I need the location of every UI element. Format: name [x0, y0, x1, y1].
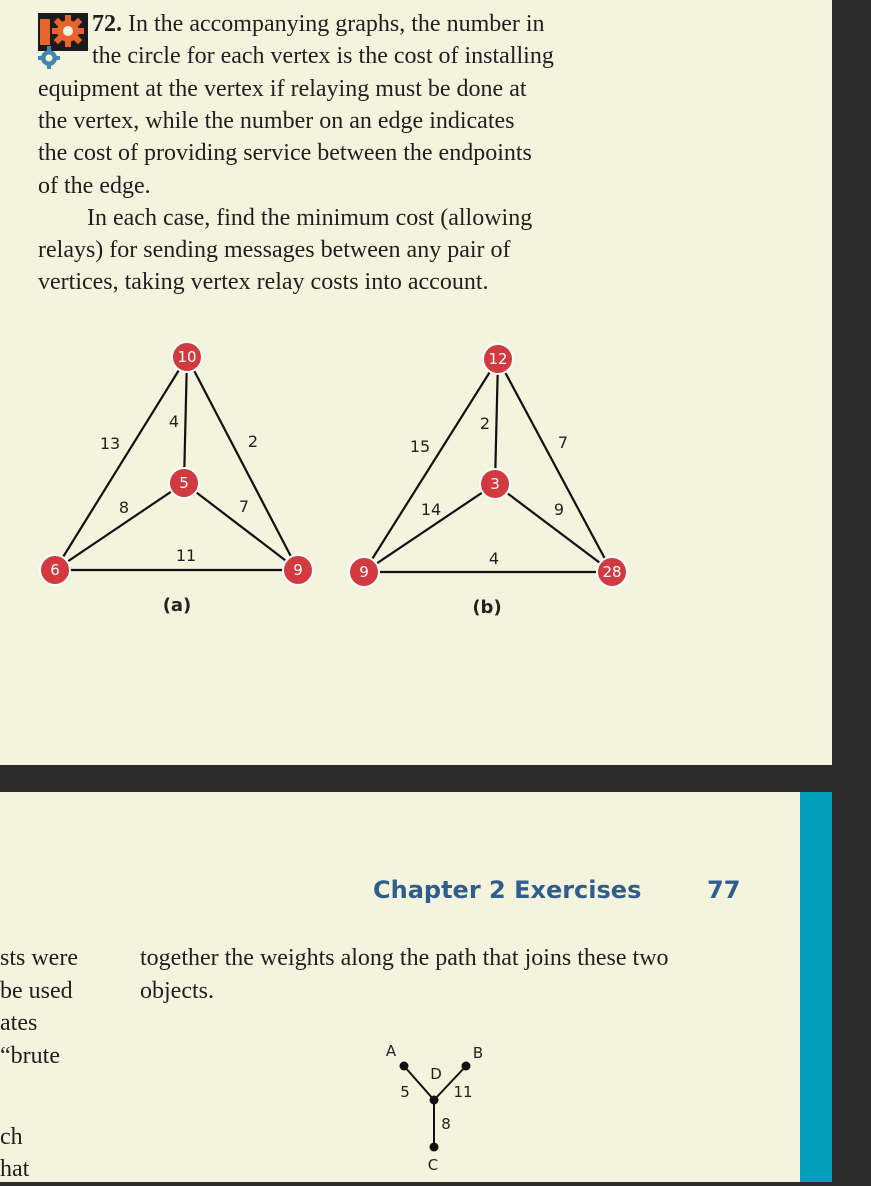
tree-label: A [385, 1042, 397, 1060]
tree-node [430, 1096, 439, 1105]
graph-b-edge [364, 484, 495, 572]
graph-a-vertex-label: 9 [293, 561, 303, 579]
graph-b-edge-label: 14 [420, 500, 442, 519]
teal-edge-strip [800, 792, 832, 1182]
graph-b-vertex-label: 28 [602, 563, 622, 581]
left-fragment: ch [0, 1124, 23, 1150]
problem-line: the vertex, while the number on an edge indicates [38, 108, 515, 134]
problem-line: the circle for each vertex is the cost of installing [92, 43, 554, 69]
graph-b-edge-label: 7 [557, 433, 569, 452]
bottom-page [0, 792, 800, 1182]
graph-b-vertex-label: 9 [359, 563, 369, 581]
tree-figure [0, 792, 800, 1182]
tree-label: B [472, 1044, 484, 1062]
tree-edge-label: 5 [400, 1083, 410, 1101]
tree-edge-label: 11 [453, 1083, 473, 1101]
graph-a-edge [55, 357, 187, 570]
graph-b-edge [495, 484, 612, 572]
graph-a-edge-label: 13 [99, 434, 121, 453]
graph-a-vertex-label: 10 [177, 348, 197, 366]
graph-b-edge-label: 9 [553, 500, 565, 519]
graph-b-edge-label: 2 [479, 414, 491, 433]
left-fragment: ates [0, 1010, 38, 1036]
body-line: objects. [140, 978, 214, 1004]
graph-a-edge-label: 2 [247, 432, 259, 451]
graph-a-edge [184, 357, 187, 483]
graph-b-edge [495, 359, 498, 484]
left-fragment: be used [0, 978, 73, 1004]
graph-b-vertex-label: 3 [490, 475, 500, 493]
graph-b-caption: (b) [472, 597, 502, 618]
problem-line: In each case, find the minimum cost (allowing [87, 205, 533, 231]
graph-b-edge [364, 359, 498, 572]
body-line: together the weights along the path that joins these two [140, 945, 669, 971]
running-head: Chapter 2 Exercises [373, 876, 642, 904]
tree-node [430, 1143, 439, 1152]
left-fragment: hat [0, 1156, 30, 1182]
graph-a-edge-label: 4 [168, 412, 180, 431]
left-fragment: sts were [0, 945, 78, 971]
tree-node [462, 1062, 471, 1071]
graph-a-edge-label: 8 [118, 498, 130, 517]
problem-line: vertices, taking vertex relay costs into account. [38, 269, 489, 295]
page-number: 77 [707, 876, 741, 904]
graph-a [55, 357, 298, 570]
graph-b-edge [498, 359, 612, 572]
graph-a-vertex-label: 6 [50, 561, 60, 579]
problem-line: equipment at the vertex if relaying must be done at [38, 76, 527, 102]
problem-number: 72. [92, 11, 122, 37]
graph-b-edge-label: 15 [409, 437, 431, 456]
graph-a-vertex-label: 5 [179, 474, 189, 492]
tree-edge-label: 8 [441, 1115, 451, 1133]
graph-a-edge-label: 7 [238, 497, 250, 516]
graph-a-edge-label: 11 [175, 546, 197, 565]
graph-a-edge [55, 483, 184, 570]
tree-node [400, 1062, 409, 1071]
graph-a-caption: (a) [162, 595, 192, 616]
problem-line: the cost of providing service between the endpoints [38, 140, 532, 166]
graph-b-vertex-label: 12 [488, 350, 508, 368]
left-fragment: “brute [0, 1043, 60, 1069]
problem-line: relays) for sending messages between any pair of [38, 237, 511, 263]
problem-line: 72. In the accompanying graphs, the number in [92, 11, 545, 37]
problem-line: of the edge. [38, 173, 151, 199]
graph-b [364, 359, 612, 572]
graph-a-edge [187, 357, 298, 570]
graph-b-edge-label: 4 [488, 549, 500, 568]
tree-label: D [430, 1065, 442, 1083]
tree-label: C [427, 1156, 439, 1174]
